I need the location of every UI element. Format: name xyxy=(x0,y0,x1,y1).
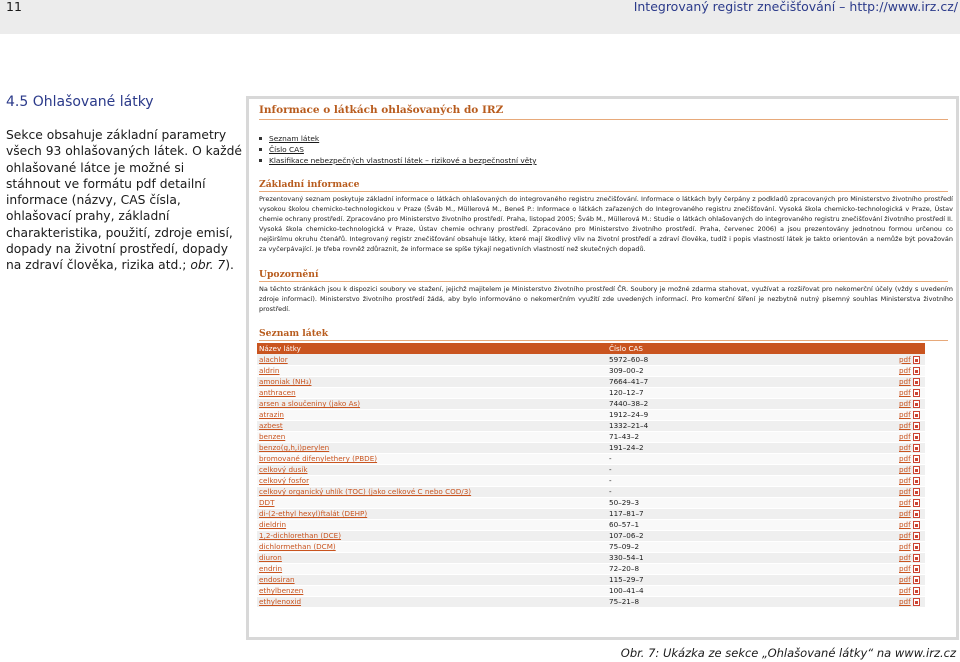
section-heading: 4.5 Ohlašované látky xyxy=(6,94,154,110)
table-header-row xyxy=(257,343,925,354)
pdf-icon[interactable] xyxy=(913,499,920,507)
substance-name-cell xyxy=(257,354,607,365)
substance-name-cell xyxy=(257,376,607,387)
substance-link[interactable]: diuron xyxy=(259,553,282,562)
pdf-download-link[interactable]: pdf xyxy=(899,354,911,364)
pdf-download-link[interactable]: pdf xyxy=(899,443,911,452)
link-item xyxy=(259,155,537,166)
cas-cell: 50–29–3 xyxy=(607,497,897,508)
pdf-cell xyxy=(897,519,925,530)
pdf-icon[interactable] xyxy=(913,356,920,364)
substance-name-cell xyxy=(257,508,607,519)
pdf-cell xyxy=(897,497,925,508)
table-row xyxy=(257,585,925,596)
table-row xyxy=(257,365,925,376)
screenshot-title: Informace o látkách ohlašovaných do IRZ xyxy=(259,104,504,116)
pdf-cell xyxy=(897,508,925,519)
pdf-icon[interactable] xyxy=(913,455,920,463)
pdf-cell xyxy=(897,596,925,607)
pdf-download-link[interactable]: pdf xyxy=(899,410,911,419)
substance-link[interactable]: 1,2-dichlorethan (DCE) xyxy=(259,531,342,540)
substance-link[interactable]: benzen xyxy=(259,432,286,441)
link-item xyxy=(259,144,537,155)
substance-list-divider xyxy=(259,340,948,341)
pdf-download-link[interactable]: pdf xyxy=(899,564,911,573)
pdf-cell xyxy=(897,431,925,442)
substance-name-cell xyxy=(257,530,607,541)
pdf-download-link[interactable]: pdf xyxy=(899,575,911,584)
link-item xyxy=(259,133,537,144)
cas-cell: 191–24–2 xyxy=(607,442,897,453)
pdf-download-link[interactable]: pdf xyxy=(899,476,911,485)
substance-link[interactable]: endrin xyxy=(259,564,283,573)
basic-info-divider xyxy=(259,191,948,192)
table-row xyxy=(257,519,925,530)
pdf-icon[interactable] xyxy=(913,587,920,595)
link-seznam-latek[interactable]: Seznam látek xyxy=(269,134,320,143)
table-row xyxy=(257,563,925,574)
substance-link[interactable]: azbest xyxy=(259,421,283,430)
substance-name-cell xyxy=(257,431,607,442)
pdf-download-link[interactable]: pdf xyxy=(899,366,911,375)
pdf-icon[interactable] xyxy=(913,510,920,518)
pdf-cell xyxy=(897,409,925,420)
pdf-download-link[interactable]: pdf xyxy=(899,432,911,441)
cas-cell: 117–81–7 xyxy=(607,508,897,519)
substance-link[interactable]: amoniak (NH₃) xyxy=(259,377,312,386)
pdf-icon[interactable] xyxy=(913,422,920,430)
substance-name-cell xyxy=(257,574,607,585)
cas-cell: 5972–60–8 xyxy=(607,354,897,365)
figure-reference: obr. 7 xyxy=(190,258,226,273)
substance-name-cell xyxy=(257,365,607,376)
substance-link[interactable]: endosiran xyxy=(259,575,295,584)
pdf-icon[interactable] xyxy=(913,477,920,485)
pdf-icon[interactable] xyxy=(913,400,920,408)
table-row xyxy=(257,541,925,552)
pdf-cell xyxy=(897,398,925,409)
warning-divider xyxy=(259,281,948,282)
basic-info-text: Prezentovaný seznam poskytuje základní informace o látkách ohlašovaných do integrovaného registru znečišťování. Informace o látkách byly čerpány z podkladů zpracovaných pro Ministerstvo životního prostředí vysokou školou chemicko-technologickou v Praze (Šváb M., Müllerová M., Beneš P.: Informace o látkách zařazených do Integrovaného registru znečišťování. Vysoká škola chemicko-technologická v Praze, Ústav chemie ochrany prostředí. Zpracováno pro Ministerstvo životního prostředí. Praha, listopad 2005; Šváb M., Müllerová M.: Studie o látkách ohlašovaných do integrovaného registru znečišťování životního prostředí II. Vysoká škola chemicko-technologická v Praze, Ústav chemie ochrany prostředí. Zpracováno pro Ministerstvo životního prostředí. Praha, červenec 2006) a jsou prezentovány jednotnou formou určenou co nejširšímu okruhu čtenářů. Integrovaný registr znečišťování obsahuje látky, které mají škodlivý vliv na životní prostředí a zdraví člověka, tudíž i popis vlastností látek je takto orientován a nemůže být považován za vyčerpávající. Je třeba rovněž zdůraznit, že informace se spíše týkají negativních vlastností než skutečných dopadů. xyxy=(259,195,953,253)
pdf-cell xyxy=(897,574,925,585)
pdf-download-link[interactable]: pdf xyxy=(899,586,911,595)
cas-cell: 7440–38–2 xyxy=(607,398,897,409)
pdf-icon[interactable] xyxy=(913,598,920,606)
pdf-icon[interactable] xyxy=(913,444,920,452)
pdf-cell xyxy=(897,387,925,398)
substance-list-title: Seznam látek xyxy=(259,328,329,339)
title-divider xyxy=(259,119,948,120)
table-row xyxy=(257,398,925,409)
table-row xyxy=(257,475,925,486)
substance-link[interactable]: DDT xyxy=(259,498,275,507)
pdf-icon[interactable] xyxy=(913,466,920,474)
substance-link[interactable]: ethylenoxid xyxy=(259,597,302,606)
pdf-icon[interactable] xyxy=(913,488,920,496)
pdf-cell xyxy=(897,552,925,563)
table-row xyxy=(257,497,925,508)
substance-link[interactable]: bromované difenylethery (PBDE) xyxy=(259,454,378,463)
table-row xyxy=(257,596,925,607)
table-row xyxy=(257,574,925,585)
table-row xyxy=(257,442,925,453)
header-name: Název látky xyxy=(257,343,607,354)
substance-link[interactable]: aldrin xyxy=(259,366,280,375)
substance-name-cell xyxy=(257,585,607,596)
substance-name-cell xyxy=(257,596,607,607)
pdf-cell xyxy=(897,530,925,541)
cas-cell: 107–06–2 xyxy=(607,530,897,541)
cas-cell: - xyxy=(607,475,897,486)
pdf-cell xyxy=(897,585,925,596)
cas-cell: 60–57–1 xyxy=(607,519,897,530)
cas-cell: 71–43–2 xyxy=(607,431,897,442)
cas-cell: 330–54–1 xyxy=(607,552,897,563)
cas-cell: 100–41–4 xyxy=(607,585,897,596)
substance-link[interactable]: arsen a sloučeniny (jako As) xyxy=(259,399,361,408)
substance-name-cell xyxy=(257,420,607,431)
cas-cell: 115–29–7 xyxy=(607,574,897,585)
table-row xyxy=(257,530,925,541)
table-row xyxy=(257,453,925,464)
header-pdf xyxy=(897,343,925,354)
cas-cell: 75–09–2 xyxy=(607,541,897,552)
pdf-icon[interactable] xyxy=(913,565,920,573)
table-row xyxy=(257,409,925,420)
figure-caption: Obr. 7: Ukázka ze sekce „Ohlašované látky“ na www.irz.cz xyxy=(620,646,956,660)
pdf-icon[interactable] xyxy=(913,389,920,397)
pdf-cell xyxy=(897,541,925,552)
pdf-cell xyxy=(897,475,925,486)
cas-cell: 1332–21–4 xyxy=(607,420,897,431)
substance-name-cell xyxy=(257,464,607,475)
pdf-cell xyxy=(897,420,925,431)
pdf-cell xyxy=(897,354,925,365)
substance-link[interactable]: anthracen xyxy=(259,388,296,397)
table-row xyxy=(257,508,925,519)
table-row xyxy=(257,387,925,398)
pdf-download-link[interactable]: pdf xyxy=(899,388,911,397)
substance-name-cell xyxy=(257,497,607,508)
substance-name-cell xyxy=(257,409,607,420)
page-number: 11 xyxy=(6,0,22,14)
quick-links xyxy=(259,133,537,166)
link-cislo-cas[interactable]: Číslo CAS xyxy=(269,145,304,154)
substance-name-cell xyxy=(257,519,607,530)
substance-table xyxy=(257,343,925,608)
header-cas: Číslo CAS xyxy=(607,343,897,354)
body-text: Sekce obsahuje základní parametry všech 93 ohlašovaných látek. O každé ohlašované látce je možné si stáhnout ve formátu pdf detailní informace (názvy, CAS čísla, ohlašovací prahy, základní charakteristika, použití, zdroje emisí, dopady na životní prostředí, dopady na zdraví člověka, rizika atd.; xyxy=(6,128,242,273)
cas-cell: - xyxy=(607,464,897,475)
substance-link[interactable]: ethylbenzen xyxy=(259,586,304,595)
substance-link[interactable]: celkový fosfor xyxy=(259,476,310,485)
pdf-download-link[interactable]: pdf xyxy=(899,399,911,408)
substance-name-cell xyxy=(257,563,607,574)
pdf-download-link[interactable]: pdf xyxy=(899,498,911,507)
substance-name-cell xyxy=(257,398,607,409)
cas-cell: - xyxy=(607,486,897,497)
warning-text: Na těchto stránkách jsou k dispozici soubory ve stažení, jejichž majitelem je Ministerstvo životního prostředí ČR. Soubory je možné zdarma stahovat, využívat a rozšiřovat pro nekomerční účely (vždy s uvedením zdroje informací). Ministerstvo životního prostředí žádá, aby bylo informováno o nekomerčním využití zde uvedených informací. Pro komerční šíření je nezbytně nutný písemný souhlas Ministerstva životního prostředí. xyxy=(259,285,953,313)
pdf-cell xyxy=(897,464,925,475)
page-header xyxy=(0,0,960,34)
pdf-icon[interactable] xyxy=(913,411,920,419)
header-title: Integrovaný registr znečišťování – http://www.irz.cz/ xyxy=(633,0,958,14)
pdf-cell xyxy=(897,486,925,497)
basic-info-title: Základní informace xyxy=(259,179,360,190)
table-row xyxy=(257,464,925,475)
pdf-icon[interactable] xyxy=(913,554,920,562)
substance-name-cell xyxy=(257,442,607,453)
pdf-icon[interactable] xyxy=(913,521,920,529)
pdf-download-link[interactable]: pdf xyxy=(899,454,911,463)
link-klasifikace[interactable]: Klasifikace nebezpečných vlastností látek – rizikové a bezpečnostní věty xyxy=(269,156,537,165)
cas-cell: 72–20–8 xyxy=(607,563,897,574)
cas-cell: 309–00–2 xyxy=(607,365,897,376)
pdf-cell xyxy=(897,442,925,453)
table-row xyxy=(257,552,925,563)
table-row xyxy=(257,354,925,365)
substance-link[interactable]: dichlormethan (DCM) xyxy=(259,542,336,551)
pdf-cell xyxy=(897,563,925,574)
substance-link[interactable]: atrazin xyxy=(259,410,284,419)
table-body xyxy=(257,354,925,607)
substance-link[interactable]: alachlor xyxy=(259,354,288,364)
substance-link[interactable]: dieldrin xyxy=(259,520,287,529)
cas-cell: 75–21–8 xyxy=(607,596,897,607)
pdf-download-link[interactable]: pdf xyxy=(899,487,911,496)
pdf-icon[interactable] xyxy=(913,367,920,375)
substance-name-cell xyxy=(257,541,607,552)
pdf-cell xyxy=(897,365,925,376)
pdf-icon[interactable] xyxy=(913,576,920,584)
pdf-download-link[interactable]: pdf xyxy=(899,421,911,430)
pdf-icon[interactable] xyxy=(913,532,920,540)
cas-cell: 120–12–7 xyxy=(607,387,897,398)
warning-title: Upozornění xyxy=(259,269,319,280)
substance-name-cell xyxy=(257,552,607,563)
substance-link[interactable]: benzo(g,h,i)perylen xyxy=(259,443,330,452)
substance-name-cell xyxy=(257,486,607,497)
cas-cell: 1912–24–9 xyxy=(607,409,897,420)
table-row xyxy=(257,431,925,442)
table-row xyxy=(257,376,925,387)
pdf-icon[interactable] xyxy=(913,433,920,441)
pdf-download-link[interactable]: pdf xyxy=(899,465,911,474)
website-screenshot xyxy=(246,96,959,640)
substance-name-cell xyxy=(257,453,607,464)
substance-link[interactable]: celkový dusík xyxy=(259,465,308,474)
pdf-download-link[interactable]: pdf xyxy=(899,553,911,562)
table-row xyxy=(257,486,925,497)
section-body xyxy=(6,127,242,274)
pdf-cell xyxy=(897,453,925,464)
cas-cell: - xyxy=(607,453,897,464)
pdf-download-link[interactable]: pdf xyxy=(899,531,911,540)
pdf-icon[interactable] xyxy=(913,378,920,386)
pdf-download-link[interactable]: pdf xyxy=(899,520,911,529)
substance-name-cell xyxy=(257,475,607,486)
pdf-icon[interactable] xyxy=(913,543,920,551)
substance-link[interactable]: di-(2-ethyl hexyl)ftalát (DEHP) xyxy=(259,509,368,518)
substance-name-cell xyxy=(257,387,607,398)
cas-cell: 7664–41–7 xyxy=(607,376,897,387)
pdf-download-link[interactable]: pdf xyxy=(899,597,911,606)
pdf-download-link[interactable]: pdf xyxy=(899,509,911,518)
body-end: ). xyxy=(225,258,234,273)
pdf-download-link[interactable]: pdf xyxy=(899,377,911,386)
pdf-download-link[interactable]: pdf xyxy=(899,542,911,551)
substance-link[interactable]: celkový organický uhlík (TOC) (jako celkové C nebo COD/3) xyxy=(259,487,472,496)
pdf-cell xyxy=(897,376,925,387)
table-row xyxy=(257,420,925,431)
